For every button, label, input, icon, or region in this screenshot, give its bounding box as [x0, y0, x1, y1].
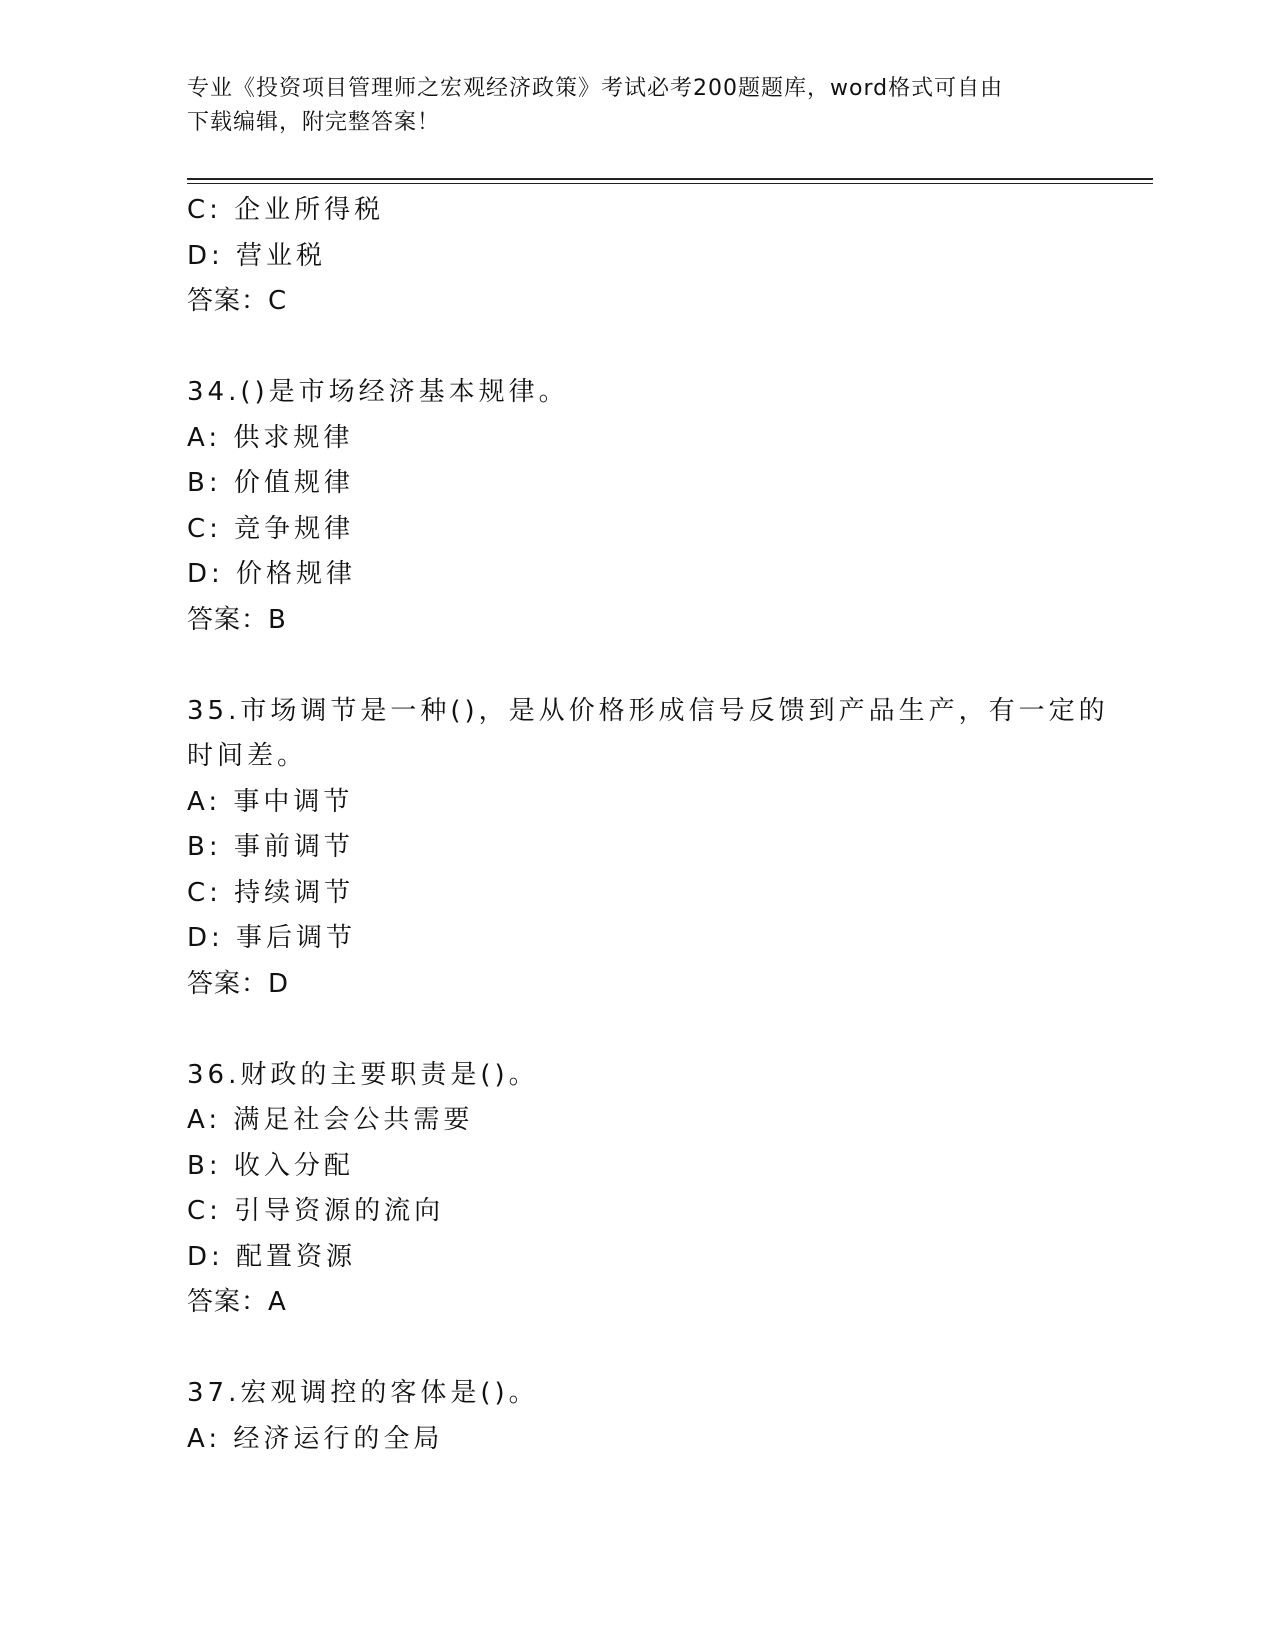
- header-line-1: 专业《投资项目管理师之宏观经济政策》考试必考200题题库，word格式可自由: [187, 76, 1004, 101]
- question-37: [187, 1371, 1087, 1462]
- answer-line: 答案：C: [187, 286, 288, 316]
- option-a: A: 经济运行的全局: [187, 1423, 444, 1454]
- option-c: C: 企业所得税: [187, 195, 385, 225]
- option-c: C: 竞争规律: [187, 513, 355, 544]
- option-c: C: 引导资源的流向: [187, 1196, 445, 1226]
- option-b: B: 价值规律: [187, 468, 354, 498]
- header-line-2: 下载编辑，附完整答案！: [187, 110, 441, 135]
- question-list: [187, 188, 1109, 1462]
- option-a: A: 供求规律: [187, 422, 354, 453]
- question-35: [187, 689, 1109, 1008]
- option-b: B: 事前调节: [187, 832, 354, 862]
- header-divider-thin: [187, 183, 1153, 184]
- option-a: A: 事中调节: [187, 786, 354, 817]
- question-36: [187, 1053, 1087, 1326]
- answer-line: 答案：A: [187, 1287, 287, 1317]
- question-stem: 36.财政的主要职责是()。: [187, 1059, 539, 1090]
- question-stem: 35.市场调节是一种()，是从价格形成信号反馈到产品生产，有一定的: [187, 695, 1109, 726]
- option-b: B: 收入分配: [187, 1150, 354, 1181]
- question-34: [187, 370, 1087, 643]
- question-stem: 34.()是市场经济基本规律。: [187, 377, 569, 407]
- document-header: [187, 72, 1087, 140]
- option-a: A: 满足社会公共需要: [187, 1105, 474, 1135]
- question-stem: 37.宏观调控的客体是()。: [187, 1378, 539, 1408]
- question-stem-continued: 时间差。: [187, 741, 308, 771]
- header-divider: [187, 178, 1153, 180]
- option-d: D: 事后调节: [187, 923, 357, 953]
- option-c: C: 持续调节: [187, 877, 355, 908]
- option-d: D: 价格规律: [187, 559, 357, 589]
- option-d: D: 营业税: [187, 240, 327, 271]
- answer-line: 答案：B: [187, 604, 287, 635]
- option-d: D: 配置资源: [187, 1241, 357, 1272]
- answer-line: 答案：D: [187, 968, 290, 999]
